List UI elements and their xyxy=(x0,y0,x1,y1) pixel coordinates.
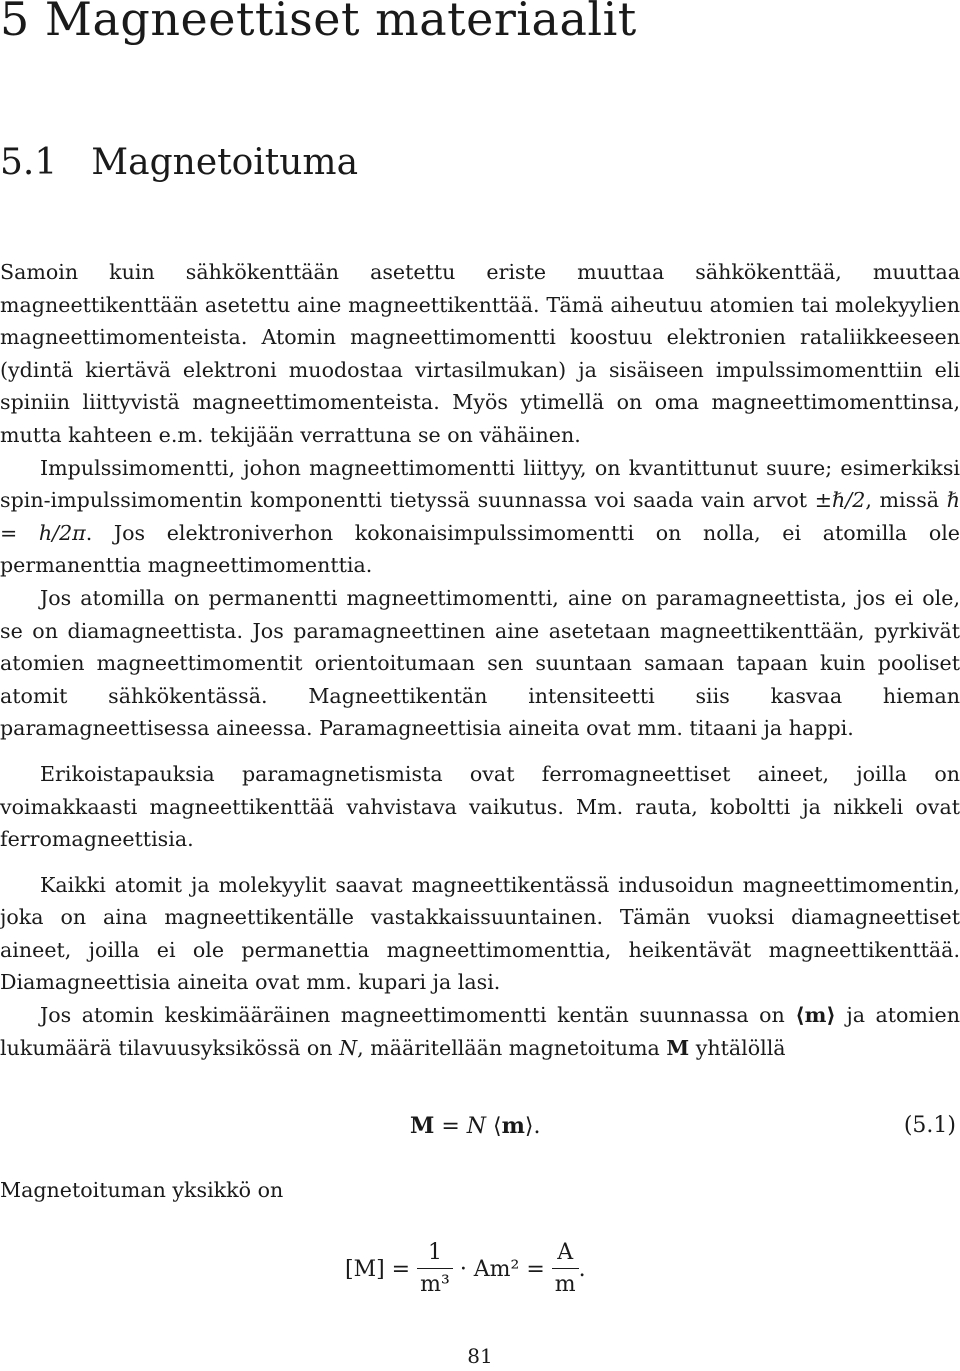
fraction-1-numerator: 1 xyxy=(427,1240,442,1265)
fraction-2-denominator: m xyxy=(552,1268,579,1301)
fraction-a-over-m xyxy=(552,1238,579,1301)
equals-sign: = xyxy=(441,1114,460,1139)
unit-lhs-text: [M] = xyxy=(345,1257,411,1282)
unit-end-period: . xyxy=(578,1257,586,1282)
paragraph-5: Kaikki atomit ja molekyylit saavat magneettikentässä indusoidun magneettimomentin, joka on aina magneettikentälle vastakkaissuuntainen. Tämän vuoksi diamagneettiset aineet, joilla ei ole permanettia magneettimomenttia, heikentävät magneettikenttää. Diamagneettisia aineita ovat mm. kupari ja lasi. xyxy=(0,872,960,995)
fraction-1-denominator: m³ xyxy=(417,1268,453,1301)
math-N: N xyxy=(339,1035,358,1060)
paragraph-6-text-a: Jos atomin keskimääräinen magneettimomentti kentän suunnassa on xyxy=(40,1003,796,1028)
equation-N: N xyxy=(466,1114,487,1139)
paragraph-2 xyxy=(0,452,960,582)
math-M: M xyxy=(666,1035,690,1060)
section-title-text: Magnetoituma xyxy=(91,142,359,183)
paragraph-2-text-c: . Jos elektroniverhon kokonaisimpulssimomentti on nolla, ei atomilla ole permanenttia magneettimomenttia. xyxy=(0,520,960,578)
paragraph-6-text-c: , määritellään magnetoituma xyxy=(357,1035,667,1060)
section-number: 5.1 xyxy=(0,142,58,183)
angle-open: ⟨ xyxy=(493,1114,502,1139)
paragraph-3: Jos atomilla on permanentti magneettimomentti, aine on paramagneettista, jos ei ole, se on diamagneettista. Jos paramagneettinen aine asetetaan magneettikenttään, pyrkivät atomien magneettimomentit orientoitumaan sen suuntaan samaan tapaan kuin pooliset atomit sähkökentässä. Magneettikentän intensiteetti siis kasvaa hieman paramagneettisessa aineessa. Paramagneettisia aineita ovat mm. titaani ja happi. xyxy=(0,585,960,741)
math-mean-moment: ⟨m⟩ xyxy=(795,1003,836,1028)
math-pm-hbar: ±ℏ/2 xyxy=(814,488,866,513)
chapter-number: 5 xyxy=(0,0,30,46)
angle-close: ⟩. xyxy=(524,1114,541,1139)
equation-lhs: M xyxy=(410,1113,435,1139)
unit-lhs xyxy=(345,1257,410,1282)
equation-5-1-expression xyxy=(410,1113,541,1139)
paragraph-1: Samoin kuin sähkökenttään asetettu eriste muuttaa sähkökenttää, muuttaa magneettikenttään asetettu aine magneettikenttää. Tämä aiheutuu atomien tai molekyylien magneettimomenteista. Atomin magneettimomentti koostuu elektronien rataliikkeeseen (ydintä kiertävä elektroni muodostaa virtasilmukan) ja sisäiseen impulssimomenttiin eli spiniin liittyvistä magneettimomenteista. Myös ytimellä on oma magneettimomenttinsa, mutta kahteen e.m. tekijään verrattuna se on vähäinen. xyxy=(0,260,960,447)
page-number: 81 xyxy=(467,1344,493,1368)
equation-m: m xyxy=(501,1113,525,1139)
unit-equation xyxy=(345,1238,645,1318)
unit-middle: · Am² = xyxy=(459,1257,545,1282)
paragraph-2-text-a: Impulssimomentti, johon magneettimomentti liittyy, on kvantittunut suure; esimerkiksi spin-impulssimomentin komponentti tietyssä suunnassa voi saada vain arvot xyxy=(0,455,960,513)
fraction-one-over-m3 xyxy=(417,1238,453,1301)
paragraph-2-text-b: , missä xyxy=(865,488,947,513)
body-text xyxy=(0,256,960,1064)
paragraph-6-text-d: yhtälöllä xyxy=(689,1035,786,1060)
paragraph-6 xyxy=(0,999,960,1064)
paragraph-6-text-b: ja atomien lukumäärä tilavuusyksikössä on xyxy=(0,1003,960,1060)
chapter-title-text: Magneettiset materiaalit xyxy=(44,0,637,46)
equation-5-1 xyxy=(0,1113,960,1153)
equation-number: (5.1) xyxy=(903,1113,956,1138)
fraction-2-numerator: A xyxy=(557,1240,574,1265)
math-hbar-definition: ℏ = h/2π xyxy=(0,488,960,545)
unit-intro-text: Magnetoituman yksikkö on xyxy=(0,1178,284,1202)
chapter-title xyxy=(0,0,637,46)
section-title xyxy=(0,142,358,183)
paragraph-4: Erikoistapauksia paramagnetismista ovat ferromagneettiset aineet, joilla on voimakkaasti magneettikenttää vahvistava vaikutus. Mm. rauta, koboltti ja nikkeli ovat ferromagneettisia. xyxy=(0,761,960,852)
